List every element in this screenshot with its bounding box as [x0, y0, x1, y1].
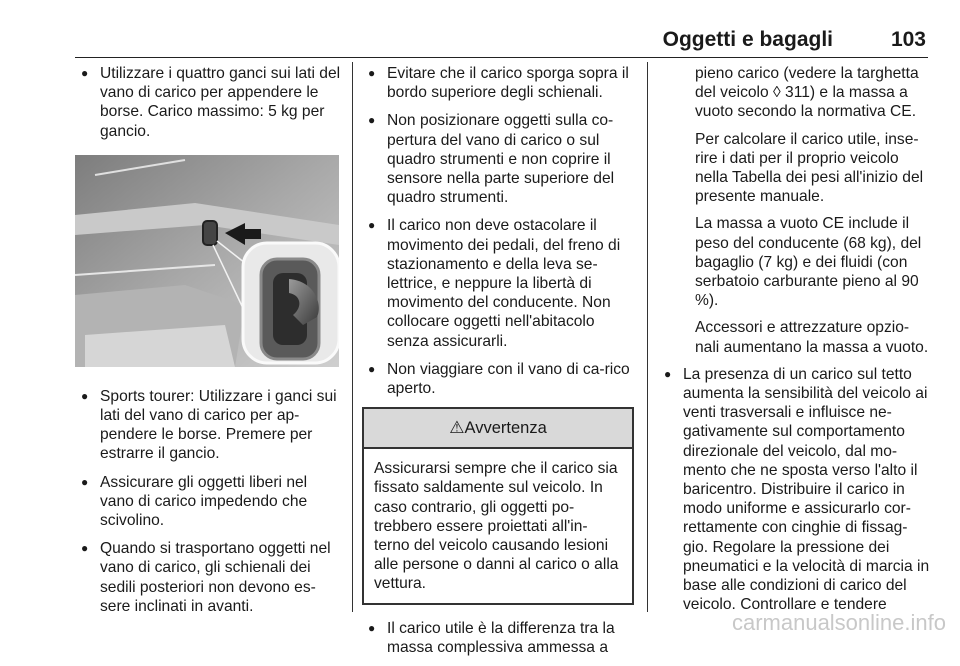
column-2 [362, 64, 634, 666]
cargo-hook-image [75, 155, 339, 367]
page-title: Oggetti e bagagli [662, 28, 833, 51]
header-rule [75, 57, 928, 58]
bullet-list-4 [362, 619, 634, 657]
list-item: ● Sports tourer: Utilizzare i ganci sui lati del vano di carico per ap-pendere le borse. Premere per estrarre il gancio. [75, 387, 341, 464]
bullet-list-1 [75, 64, 341, 141]
list-item: ● Evitare che il carico sporga sopra il bordo superiore degli schienali. [362, 64, 634, 102]
column-divider-1 [352, 62, 353, 612]
list-item: ● Quando si trasportano oggetti nel vano di carico, gli schienali dei sedili posteriori non devono es-sere inclinati in avanti. [75, 539, 341, 616]
bullet-list-2 [75, 387, 341, 616]
watermark: carmanualsonline.info [731, 610, 946, 635]
warning-triangle-icon: ⚠ [449, 418, 465, 438]
column-3 [658, 64, 930, 623]
paragraph: Per calcolare il carico utile, inse-rire i dati per il proprio veicolo nella Tabella dei pesi all'inizio del presente manuale. [695, 130, 924, 206]
list-item: ● Utilizzare i quattro ganci sui lati del vano di carico per appendere le borse. Carico massimo: 5 kg per gancio. [75, 64, 341, 141]
list-item: ● Il carico non deve ostacolare il movimento dei pedali, del freno di stazionamento e della leva se-lettrice, e neppure la libertà di movimento del conducente. Non collocare oggetti nell'abitacolo senza assicurarli. [362, 216, 634, 350]
warning-text: Assicurarsi sempre che il carico sia fissato saldamente sul veicolo. In caso contrario, gli oggetti po-trebbero essere proiettati all'in-terno del veicolo causando lesioni alle persone o danni al carico o alla vettura. [374, 460, 619, 593]
column-1 [75, 64, 341, 625]
cargo-hook-illustration [75, 155, 339, 367]
list-item: ● Il carico utile è la differenza tra la massa complessiva ammessa a [362, 619, 634, 657]
paragraph: La massa a vuoto CE include il peso del conducente (68 kg), del bagaglio (7 kg) e dei fluidi (con serbatoio carburante pieno al 90 %). [695, 215, 922, 310]
warning-header [364, 409, 632, 449]
page-header [75, 28, 928, 54]
warning-title: Avvertenza [464, 419, 547, 438]
bullet-list-5 [658, 365, 930, 615]
list-item: ● La presenza di un carico sul tetto aumenta la sensibilità del veicolo ai venti trasversali e influisce ne-gativamente sul comportamento direzionale del veicolo, dal mo-mento che ne sposta verso l'alto il baricentro. Distribuire il carico in modo uniforme e assicurarlo cor-rettamente con cinghie di fissag-gio. Regolare la pressione dei pneumatici e la velocità di marcia in base alle condizioni di carico del veicolo. Controllare e tendere [658, 365, 930, 615]
paragraph: pieno carico (vedere la targhetta del veicolo ◊ 311) e la massa a vuoto secondo la normativa CE. [695, 65, 919, 121]
page-number: 103 [890, 28, 926, 51]
warning-box [362, 407, 634, 604]
column-divider-2 [647, 62, 648, 612]
list-item: ● Non viaggiare con il vano di ca-rico aperto. [362, 360, 634, 398]
bullet-list-3 [362, 64, 634, 398]
list-item: ● Assicurare gli oggetti liberi nel vano di carico impedendo che scivolino. [75, 473, 341, 531]
list-item: ● Non posizionare oggetti sulla co-pertura del vano di carico o sul quadro strumenti e non coprire il sensore nella parte superiore del quadro strumenti. [362, 111, 634, 207]
paragraph: Accessori e attrezzature opzio-nali aumentano la massa a vuoto. [695, 319, 929, 356]
